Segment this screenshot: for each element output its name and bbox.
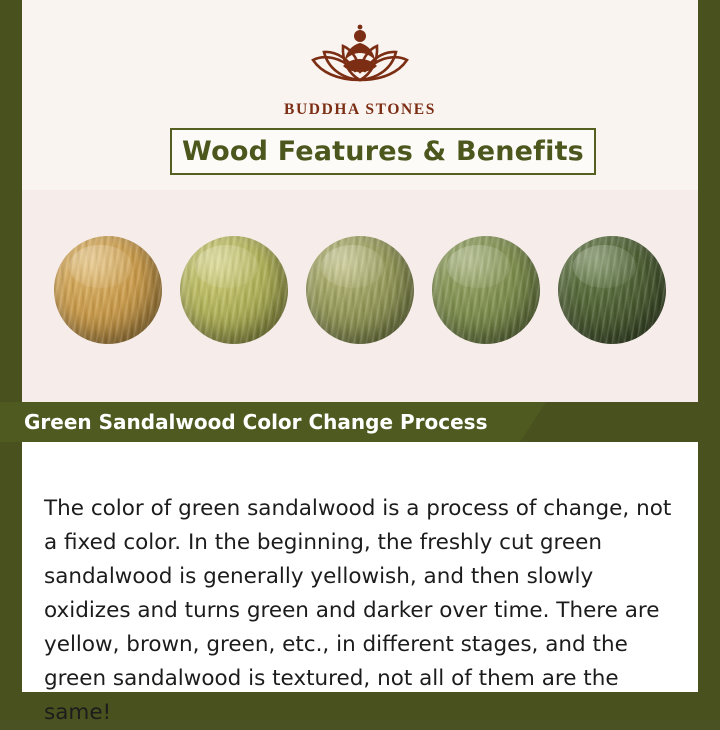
lotus-buddha-icon [275,22,445,90]
description-text: The color of green sandalwood is a process of change, not a fixed color. In the beginning, the freshly cut green sandalwood is generally yellowish, and then slowly oxidizes and turns green and darker over time. There are yellow, brown, green, etc., in different stages, and the green sandalwood is textured, not all of them are the same! [44,495,672,725]
bead-sample-5 [558,236,666,344]
description-panel [22,442,698,725]
bead-sample-2 [180,236,288,344]
bead-highlight [69,245,132,288]
bead-highlight [573,245,636,288]
bead-sample-4 [432,236,540,344]
bead-sample-1 [54,236,162,344]
section-label-arrow [520,402,546,442]
wood-color-samples [22,190,698,402]
brand-logo [22,22,698,119]
bead-highlight [447,245,510,288]
page-title [170,128,596,175]
section-label-text: Green Sandalwood Color Change Process [24,410,488,434]
brand-name: BUDDHA STONES [284,101,436,118]
page-title-text: Wood Features & Benefits [182,136,584,167]
bead-highlight [321,245,384,288]
bead-row [22,236,698,344]
bead-sample-3 [306,236,414,344]
header-panel [22,0,698,190]
bead-highlight [195,245,258,288]
section-label-bar [0,402,520,442]
